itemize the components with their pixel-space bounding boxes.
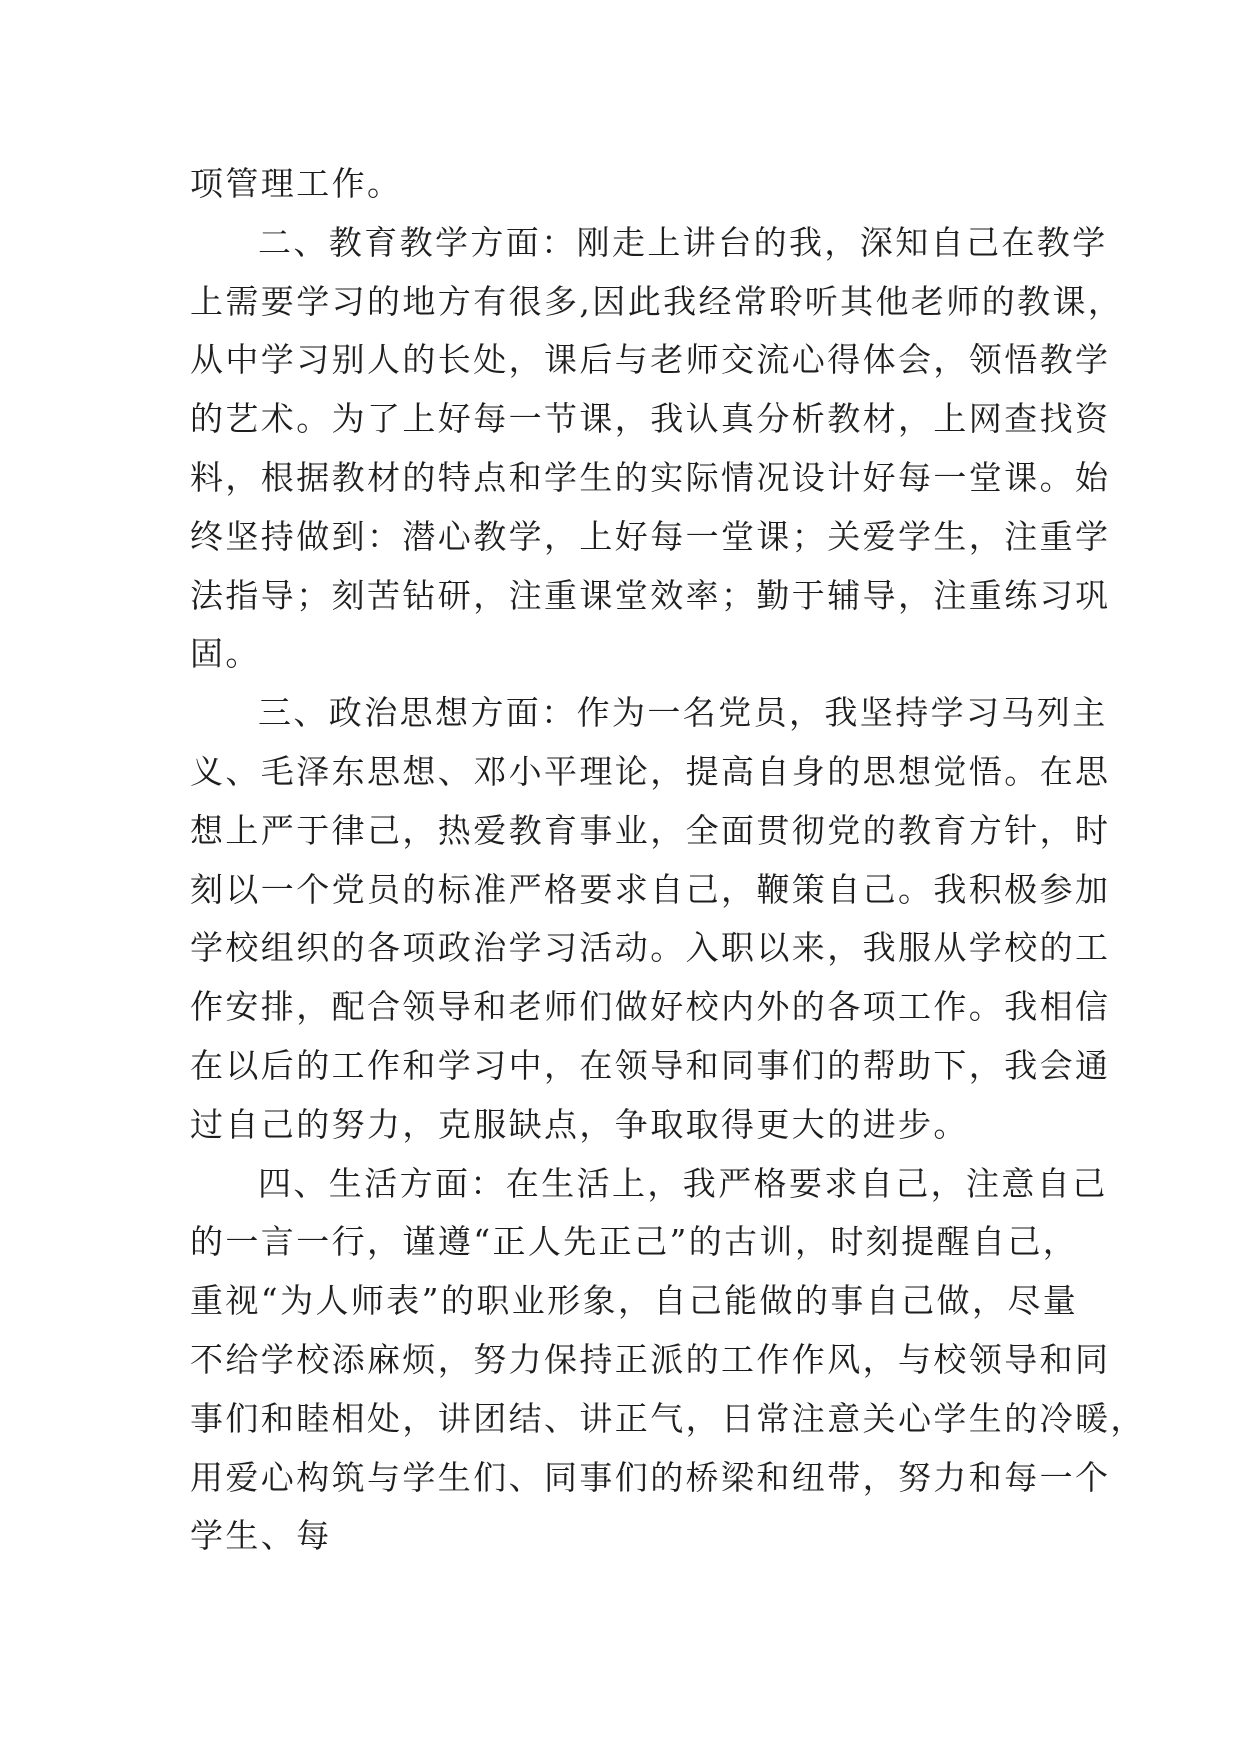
text-line: 的艺术。为了上好每一节课，我认真分析教材，上网查找资: [190, 399, 1111, 439]
section-heading-line: 三、政治思想方面：作为一名党员，我坚持学习马列主: [258, 693, 1108, 733]
text-line: 法指导；刻苦钻研，注重课堂效率；勤于辅导，注重练习巩: [190, 575, 1111, 615]
text-line: 想上严于律己，热爱教育事业，全面贯彻党的教育方针，时: [190, 810, 1111, 850]
text-line: 学生、每: [190, 1516, 332, 1556]
text-line: 固。: [190, 634, 261, 674]
text-line: 不给学校添麻烦，努力保持正派的工作作风，与校领导和同: [190, 1339, 1111, 1379]
section-heading-line: 四、生活方面：在生活上，我严格要求自己，注意自己: [258, 1163, 1108, 1203]
text-line: 从中学习别人的长处，课后与老师交流心得体会，领悟教学: [190, 340, 1111, 380]
document-body: [190, 155, 1146, 1566]
text-line: 作安排，配合领导和老师们做好校内外的各项工作。我相信: [190, 987, 1111, 1027]
text-line: 重视“为人师表”的职业形象，自己能做的事自己做，尽量: [190, 1281, 1079, 1321]
section-heading-line: 二、教育教学方面：刚走上讲台的我，深知自己在教学: [258, 222, 1108, 262]
text-line: 料，根据教材的特点和学生的实际情况设计好每一堂课。始: [190, 457, 1111, 497]
text-line: 刻以一个党员的标准严格要求自己，鞭策自己。我积极参加: [190, 869, 1111, 909]
text-line: 事们和睦相处，讲团结、讲正气，日常注意关心学生的冷暖，: [190, 1398, 1146, 1438]
text-line: 终坚持做到：潜心教学，上好每一堂课；关爱学生，注重学: [190, 516, 1111, 556]
text-line: 义、毛泽东思想、邓小平理论，提高自身的思想觉悟。在思: [190, 751, 1111, 791]
text-line: 的一言一行，谨遵“正人先正己”的古训，时刻提醒自己，: [190, 1222, 1079, 1262]
text-line: 过自己的努力，克服缺点，争取取得更大的进步。: [190, 1104, 969, 1144]
text-line: 学校组织的各项政治学习活动。入职以来，我服从学校的工: [190, 928, 1111, 968]
text-line: 项管理工作。: [190, 164, 403, 203]
text-line: 上需要学习的地方有很多,因此我经常聆听其他老师的教课，: [190, 281, 1124, 321]
text-line: 用爱心构筑与学生们、同事们的桥梁和纽带，努力和每一个: [190, 1457, 1111, 1497]
text-line: 在以后的工作和学习中，在领导和同事们的帮助下，我会通: [190, 1045, 1111, 1085]
